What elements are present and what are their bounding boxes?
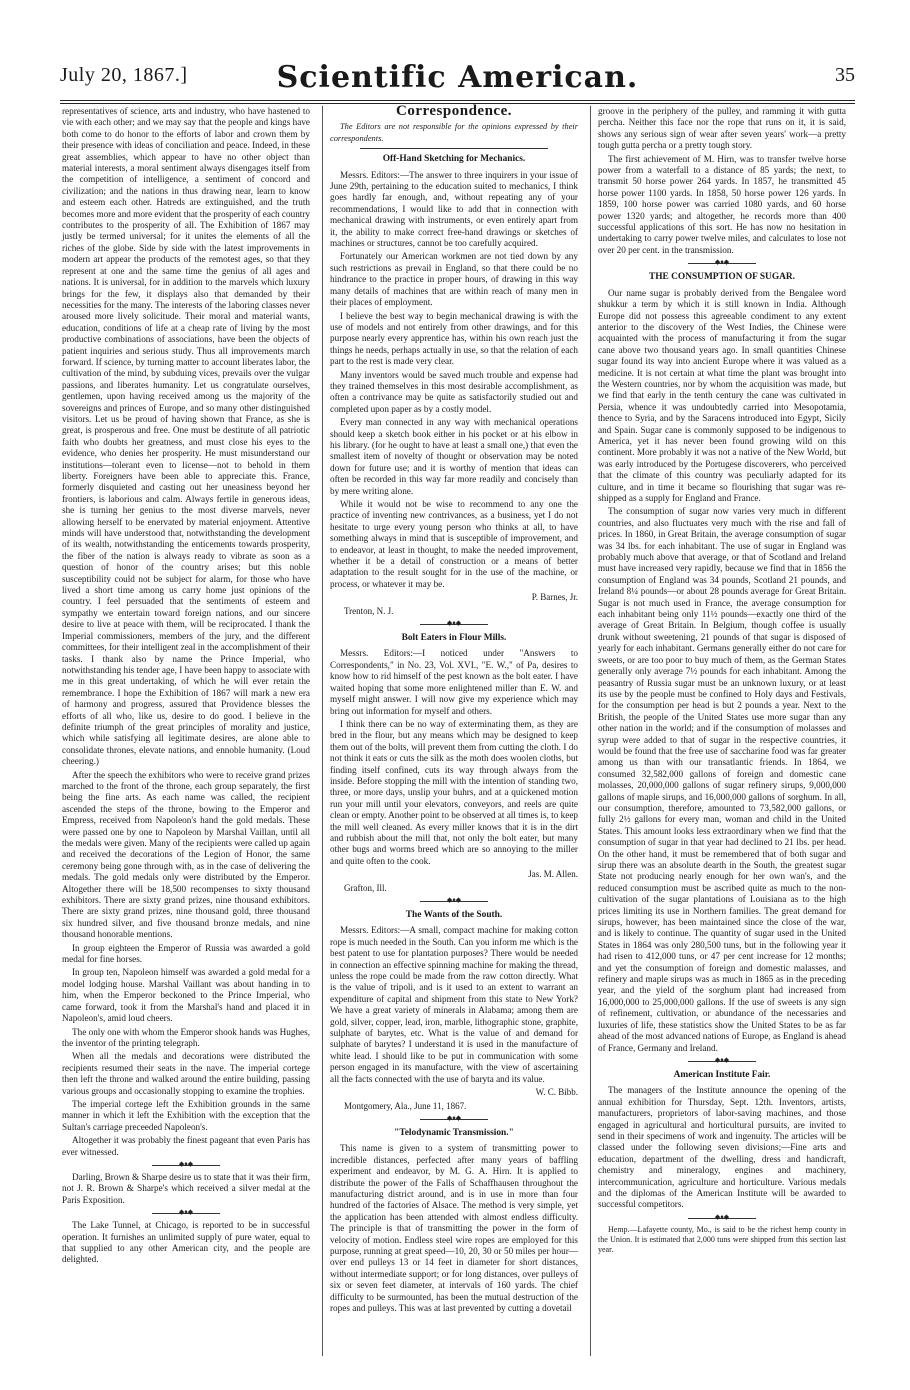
letter-paragraph: I think there can be no way of exterminating them, as they are bred in the flour, but any means which may be designed to keep them out of the bolts, will prevent them from cutting the cloth. I do not think it eats or cuts the silk as the moth does woolen cloths, but finding itself confined, cuts its way through always from the inside. Before stopping the mill with the intention of standing two, three, or more days, unslip your buhrs, and at a quickened motion run your mill until your elevators, conveyors, and reels are quite clean or empty. Another point to be observed at all times is, to keep the mill well cleaned. As every miller knows that it is in the dirt and rubbish about the mill that, not only the bolt eater, but many other bugs and worms breed which are so annoying to the miller and quite often to the cook.	[330, 718, 578, 866]
letter-paragraph: I believe the best way to begin mechanical drawing is with the use of models and not entirely from other drawings, and for this purpose nearly every apprentice has, within his own reach just the things he needs, perhaps actually in use, so that the relation of each part to the rest is made very clear.	[330, 310, 578, 367]
letter-paragraph: This name is given to a system of transmitting power to incredible distances, perfected after many years of baffling experiment and endeavor, by M. G. A. Hirn. It is applied to distribute the power of the Falls of Schaffhausen throughout the manufacturing district around, and is in use in more than four hundred of the factories of Alsace. The method is very simple, yet the application has been attended with almost endless difficulty. The principle is that of transmitting the power in the form of velocity of motion. Endless steel wire ropes are employed for this purpose, running at great speed—10, 20, 30 or 50 miles per hour—over end pulleys 13 or 14 feet in diameter for short distances, without intermediate support; or for long distances, over pulleys of six or seven feet diameter, at intervals of 160 yards. The chief difficulty to be surmounted, has been the mutual destruction of the ropes and pulleys. This was at last prevented by cutting a dovetail	[330, 1143, 578, 1313]
article-paragraph: Our name sugar is probably derived from the Bengalee word shukkur a term by which it is still known in India. Although Europe did not possess this agreeable condiment to any extent anterior to the discovery of the West Indies, the Chinese were acquainted with the process of manufacturing it from the sugar cane above two thousand years ago. In small quantities Chinese sugar found its way into ancient Europe where it was valued as a medicine. It is not certain at what time the plant was brought into the Western countries, nor by whom the acquisition was made, but we find that early in the tenth century the cane was cultivated in Persia, whence it was undoubtedly carried into Mesopotamia, thence to Syria, and by the Saracens introduced into Egypt, Sicily and Spain. Sugar cane is commonly supposed to be indigenous to America, yet it has never been found growing wild on this continent. More probably it was not a native of the New World, but was early introduced by the Portugese discoverers, who perceived that the climate of this country was peculiarly adapted for its culture, and in time it became so flourishing that sugar was re-shipped as a supply for England and France.	[598, 287, 846, 503]
letter-heading: The Wants of the South.	[405, 910, 503, 920]
article-paragraph: The only one with whom the Emperor shook hands was Hughes, the inventor of the printing telegraph.	[62, 1026, 310, 1048]
section-ornament	[330, 1115, 578, 1123]
letter-paragraph: While it would not be wise to recommend to any one the practice of inventing new contrivances, as a business, yet I do not hesitate to urge every young person who thinks at all, to have something always in mind that is susceptible of improvement, and to endeavor, at least in thought, to make the needed improvement, whether it be a detail of construction or a means of better adaptation to the result sought for in the use of the machine, or process, or whatever it may be.	[330, 499, 578, 589]
letter-signature: Jas. M. Allen.	[528, 869, 578, 880]
letter-signature: W. C. Bibb.	[535, 1087, 578, 1098]
letter-place: Montgomery, Ala., June 11, 1867.	[344, 1100, 467, 1111]
article-paragraph: After the speech the exhibitors who were to receive grand prizes marched to the front of the throne, each group separately, the first being the fine arts. As each name was called, the recipient ascended the steps of the throne, bowing to the Emperor and Empress, received from Napoleon's hand the gold medals. These were passed one by one to Napoleon by Marshal Vaillan, until all the medals were given. Many of the recipients were called up again and received the decorations of the Legion of Honor, the same ceremony being gone through with, as in the case of delivering the medals. The gold medals only were distributed by the Emperor. Altogether there will be 18,500 recompenses to sixty thousand exhibitors. There are sixty grand prizes, nine thousand exhibitors. There are sixty grand prizes, nine thousand gold, three thousand six hundred silver, and five thousand bronze medals, and nine thousand honorable mentions.	[62, 769, 310, 940]
article-paragraph: representatives of science, arts and industry, who have hastened to vie with each other; and we may say that the people and kings have both come to do honor to the efforts of labor and crown them by their presence with ideas of conciliation and peace. Indeed, in these great assemblies, which appear to have no other object than material interests, a moral sentiment always disengages itself from the competition of intelligence, a sentiment of concord and civilization; and the nations in thus drawing near, learn to know and esteem each other. Hatreds are extinguished, and the truth becomes more and more evident that the prosperity of each country contributes to the prosperity of all. The Exhibition of 1867 may justly be termed universal; for it unites the elements of all the riches of the globe. Side by side with the latest improvements in modern art appear the products of the remotest ages, so that they represent at one and the same time the genius of all ages and nations. It is universal, for in addition to the marvels which luxury brings for the few, it displays also that demanded by their necessities for the many. The interests of the laboring classes never aroused more lively solicitude. Their moral and material wants, education, conditions of life at a cheap rate of living by the most productive combinations of associations, have been the objects of patient inquiries and serious study. Thus all improvements march forward. If science, by turning matter to account liberates labor, the cultivation of the mind, by subduing vices, prevails over the vulgar passions, and liberates humanity. Let us congratulate ourselves, gentlemen, upon having received among us the majority of the sovereigns and princes of Europe, and so many other distinguished visitors. Let us be proud of having shown that France, as she is great, is prosperous and free. One must be destitute of all patriotic faith who doubts her greatness, and must close his eyes to the evidence, who denies her prosperity. He must misunderstand our institutions—tolerant even to license—not to behold in them liberty. Foreigners have been able to appreciate this. France, formerly disquieted and casting out her uneasiness beyond her frontiers, is laborious and calm. Always fertile in generous ideas, she is turning her genius to the most diverse marvels, never allowing herself to be enervated by material enjoyment. Attentive minds will have understood that, notwithstanding the development of its wealth, notwithstanding the enticements towards prosperity, the fiber of the nation is always ready to vibrate as soon as a question of honor of the country arises; but this noble susceptibility could not be subject for alarm, for those who have lived a short time among us carry home just opinions of the country. I feel persuaded that the sentiments of esteem and sympathy we entertain toward foreign nations, and our sincere desire to live at peace with them, will be reciprocated. I thank the Imperial commissioners, members of the jury, and the different committees, for their intelligent zeal in the accomplishment of their tasks. I thank also by name the Prince Imperial, who notwithstanding his tender age, I have been happy to associate with me in this great undertaking, of which he will ever retain the remembrance. I hope the Exhibition of 1867 will mark a new era of harmony and progress, assured that Providence blesses the efforts of all who, like us, desire to do good. I believe in the definite triumph of the great principles of morality and justice, which while satisfying all legitimate desires, are alone able to consolidate thrones, elevate nations, and ennoble humanity. (Loud cheering.)	[62, 106, 310, 767]
letter-paragraph: Messrs. Editors:—A small, compact machine for making cotton rope is much needed in the South. Can you inform me which is the best patent to use for plantation purposes? There would be needed in connection an effective spinning machine for making the thread, unless the rope could be made from the raw cotton directly. What is the value of tripoli, and is it used to an extent to warrant an expenditure of capital and shipment from this state to New York? We have a great variety of minerals in Alabama; among them are gold, silver, copper, lead, iron, marble, lithographic stone, graphite, sulphate of barytes, etc. What is the value of and demand for sulphate of barytes? I understand it is used in the manufacture of white lead. I should like to be put in communication with some person engaged in its manufacture, with the view of ascertaining all the facts connected with the use of baryta and its value.	[330, 925, 578, 1084]
article-heading: American Institute Fair.	[673, 1069, 771, 1080]
article-paragraph: The managers of the Institute announce the opening of the annual exhibition for Thursday, Sept. 12th. Inventors, artists, manufacturers, proprietors of labor-saving machines, and those engaged in agricultural and horticultural pursuits, are invited to send in their specimens of work and ingenuity. The articles will be classed under the following seven divisions;—Fine arts and education, department of the dwelling, dress and handicraft, chemistry and mineralogy, engines and machinery, intercommunication, agriculture and horticulture. Various medals and the diplomas of the American Institute will be awarded to successful competitors.	[598, 1085, 846, 1210]
news-note: Darling, Brown & Sharpe desire us to state that it was their firm, not J. R. Brown & Sharpe's which received a silver medal at the Paris Exposition.	[62, 1171, 310, 1205]
news-note: The Lake Tunnel, at Chicago, is reported to be in successful operation. It furnishes an unlimited supply of pure water, equal to that supplied to any other American city, and the people are delighted.	[62, 1220, 310, 1265]
divider	[360, 148, 548, 149]
correspondence-heading: Correspondence.	[396, 103, 512, 119]
column-divider	[322, 106, 323, 1356]
article-paragraph: The consumption of sugar now varies very much in different countries, and also fluctuates very much with the rise and fall of prices. In 1860, in Great Britain, the average consumption of sugar was 34 lbs. for each inhabitant. The use of sugar in England was probably much above that average, or that of Scotland and Ireland must have increased very rapidly, because we find that in 1856 the consumption of England was 34 pounds, Scotland 21 pounds, and Ireland 8¼ pounds—or about 28 pounds average for Great Britain. Sugar is not much used in France, the average consumption for each inhabitant being only 11½ pounds—exactly one third of the average of Great Britain. In Belgium, though coffee is usually drunk without sweetening, 21 pounds of that sugar is disposed of yearly for each inhabitant. Germans generally either do not care for sweets, or are too poor to buy much of them, as the German States generally only average 7½ pounds for each inhabitant. Among the peasantry of Russia sugar must be an unknown luxury, or at least its use by the people must be confined to Holy days and Festivals, for the consumption per head is but 2 pounds a year. Next to the British, the people of the United States use more sugar than any other nation in the world; and if the consumption of molasses and syrup were added to that of sugar in the respective countries, it would be found that the free use of saccharine food was far greater among us than with our transatlantic friends. In 1864, we consumed 32,582,000 gallons of foreign and domestic cane molasses, 20,000,000 gallons of sugar refinery sirups, 9,000,000 gallons of maple sirups, and 16,000,000 gallons of sorghum. In all, our consumption, therefore, amounted to 73,582,000 gallons, or fully 2½ gallons for every man, woman and child in the United States. This amount looks less extraordinary when we find that the consumption of sugar in that year had declined to 21 lbs. per head. On the other hand, it must be remembered that of both sugar and sirup there was an absolute dearth in the South, the greatest sugar State not producing nearly enough for her own wan's, and the reduced consumption must be ascribed quite as much to the non-cultivation of the sugar plantations of Louisiana as to the high prices limiting its use in Northern families. The great demand for sirups, however, has been maintained since the close of the war, and is likely to continue. The quantity of sugar used in the United States in 1864 was only 280,500 tuns, but in the following year it had risen to 412,000 tuns, or 47 per cent increase for 12 months; and yet the consumption of foreign and domestic malasses, and refinery and maple sirups was as much in 1865 as in the preceding year, and the yield of the sorghum plant had increased from 16,000,000 to 25,000,000 gallons. If the use of sweets is any sign of refinement, cultivation, or abundance of the necessaries and luxuries of life, these statistics show the United States to be as far ahead of the most advanced nations of Europe, as England is ahead of France, Germany and Ireland.	[598, 506, 846, 1053]
article-paragraph: The imperial cortege left the Exhibition grounds in the same manner in which it left the Exhibition with the exception that the Sultan's carriage preceeded Napoleon's.	[62, 1098, 310, 1132]
letter-paragraph: Fortunately our American workmen are not tied down by any such restrictions as prevail in England, so that there could be no hindrance to the practice in proper hours, of drawing in this way many details of machines that are within reach of many men in their places of employment.	[330, 251, 578, 308]
news-note: Hemp.—Lafayette county, Mo., is said to be the richest hemp county in the Union. It is estimated that 2,000 tuns were shipped from this section last year.	[598, 1224, 846, 1254]
section-ornament	[598, 259, 846, 267]
article-paragraph: groove in the periphery of the pulley, and ramming it with gutta percha. Neither this face nor the rope that runs on it, it is said, shows any serious sign of wear after seven years' work—a pretty tough gutta percha or a pretty tough story.	[598, 106, 846, 151]
article-heading: THE CONSUMPTION OF SUGAR.	[648, 272, 796, 283]
letter-place: Trenton, N. J.	[344, 605, 394, 616]
letter-paragraph: Messrs. Editors:—The answer to three inquirers in your issue of June 29th, pertaining to the education suited to mechanics, I think goes hardly far enough, and, without repeating any of your recommendations, I would like to add that in connection with mechanical drawing with instruments, or even entirely apart from it, the ability to make correct free-hand drawings or sketches of machines or structures, cannot be too carefully acquired.	[330, 169, 578, 249]
letter-place: Grafton, Ill.	[344, 882, 387, 893]
header-rule	[60, 100, 855, 101]
letter-heading: Off-Hand Sketching for Mechanics.	[382, 154, 526, 165]
column-1	[62, 106, 310, 1268]
column-divider	[590, 106, 591, 1356]
article-paragraph: The first achievement of M. Hirn, was to transfer twelve horse power from a waterfall to a distance of 85 yards; the next, to transmit 50 horse power 264 yards. In 1857, he transmitted 45 horse power 1100 yards. In 1858, 50 horse power 126 yards. In 1859, 100 horse power was carried 1080 yards, and 60 horse power 1320 yards; and altogether, he records more than 400 successful applications of this sort. He has now no hesitation in undertaking to carry power twelve miles, and calculates to lose not over 20 per cent. in the transmission.	[598, 153, 846, 255]
editor-disclaimer: The Editors are not responsible for the opinions expressed by their correspondents.	[330, 122, 578, 143]
section-ornament	[62, 1209, 310, 1217]
letter-signature: P. Barnes, Jr.	[531, 592, 578, 603]
letter-paragraph: Many inventors would be saved much trouble and expense had they trained themselves in this most desirable accomplishment, as often a contrivance may be quite as satisfactorily studied out and completed upon paper as by a costly model.	[330, 369, 578, 414]
article-paragraph: Altogether it was probably the finest pageant that even Paris has ever witnessed.	[62, 1135, 310, 1157]
section-ornament	[598, 1214, 846, 1222]
letter-paragraph: Messrs. Editors:—I noticed under "Answers to Correspondents," in No. 23, Vol. XVI., "E. W.," of Pa, desires to know how to rid himself of the pest known as the bolt eater. I have waited hoping that some more enlightened miller than E. W. and myself might answer. I will now give my experience which may bring out information for myself and others.	[330, 648, 578, 716]
article-paragraph: In group ten, Napoleon himself was awarded a gold medal for a model lodging house. Marshal Vaillant was about handing in to him, when the Emperor beckoned to the Prince Imperial, who came forward, took it from the Marshal's hand and placed it in Napoleon's, amid loud cheers.	[62, 967, 310, 1024]
section-ornament	[330, 897, 578, 905]
letter-paragraph: Every man connected in any way with mechanical operations should keep a sketch book either in his pocket or at his elbow in his library. (for he ought to have at least a small one,) that even the smallest item of novelty of thought or observation may be noted down for future use; and it is worthy of mention that ideas can often be recorded in this way far more readily and concisely than by mere writing alone.	[330, 417, 578, 496]
section-ornament	[62, 1161, 310, 1169]
letter-heading: "Telodynamic Transmission."	[394, 1127, 514, 1138]
publication-title: Scientific American.	[276, 60, 639, 95]
column-3	[598, 106, 846, 1257]
column-2	[330, 103, 578, 1316]
issue-date: July 20, 1867.]	[60, 64, 188, 86]
article-paragraph: When all the medals and decorations were distributed the recipients resumed their seats in the nave. The imperial cortege then left the throne and walked around the entire building, passing various groups and occasionally stopping to examine the trophies.	[62, 1051, 310, 1096]
page-number: 35	[835, 64, 855, 86]
section-ornament	[330, 620, 578, 628]
section-ornament	[598, 1057, 846, 1065]
masthead	[60, 58, 855, 98]
letter-heading: Bolt Eaters in Flour Mills.	[401, 633, 507, 644]
article-paragraph: In group eighteen the Emperor of Russia was awarded a gold medal for fine horses.	[62, 942, 310, 965]
